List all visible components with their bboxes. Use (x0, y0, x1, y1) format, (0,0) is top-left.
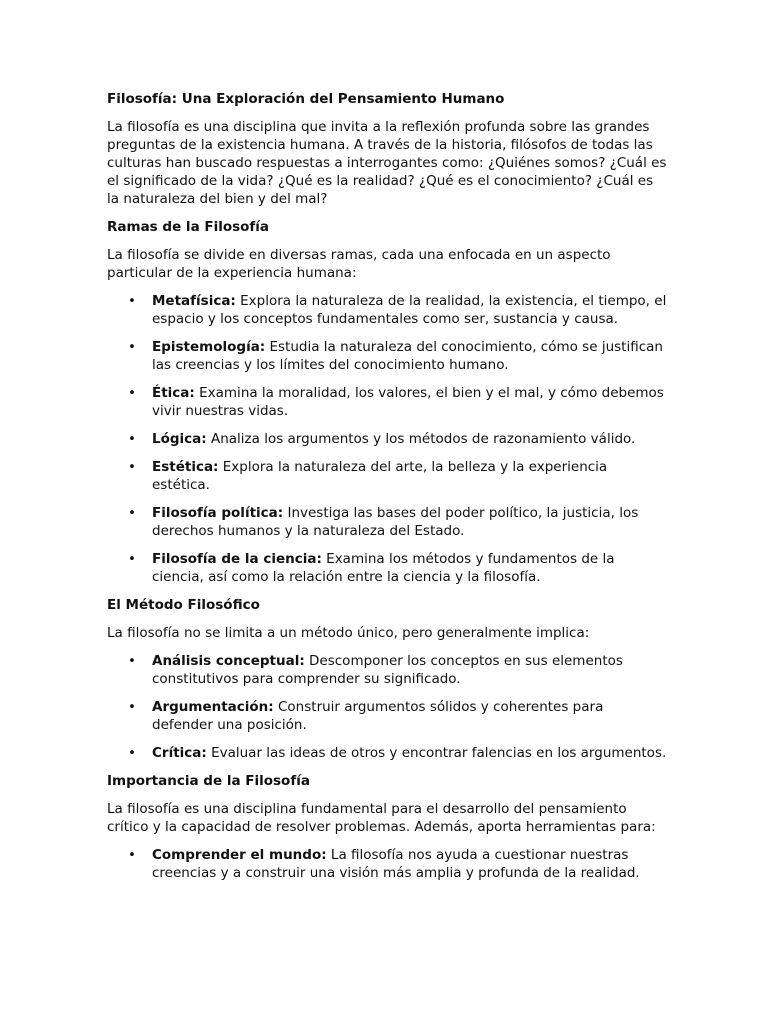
list-ramas (107, 292, 668, 586)
list-item (107, 744, 668, 762)
section-heading-ramas: Ramas de la Filosofía (107, 219, 270, 235)
list-importancia (107, 846, 668, 882)
item-term: Filosofía política: (152, 505, 284, 521)
section-heading-importancia: Importancia de la Filosofía (107, 773, 310, 789)
item-term: Estética: (152, 459, 219, 475)
item-desc: Construir argumentos sólidos y coherentes para defender una posición. (152, 699, 604, 733)
list-item (107, 652, 668, 688)
item-term: Comprender el mundo: (152, 847, 327, 863)
section-text-ramas: La filosofía se divide en diversas ramas, cada una enfocada en un aspecto particular de la experiencia humana: (107, 247, 611, 281)
list-item (107, 338, 668, 374)
section-heading-metodo: El Método Filosófico (107, 597, 260, 613)
item-term: Ética: (152, 385, 195, 401)
item-desc: Explora la naturaleza del arte, la belleza y la experiencia estética. (152, 459, 608, 493)
item-term: Filosofía de la ciencia: (152, 551, 322, 567)
item-term: Lógica: (152, 431, 207, 447)
item-desc: Examina los métodos y fundamentos de la ciencia, así como la relación entre la ciencia y la filosofía. (152, 551, 615, 585)
list-item (107, 458, 668, 494)
list-item (107, 698, 668, 734)
list-item (107, 430, 668, 448)
item-desc: Explora la naturaleza de la realidad, la existencia, el tiempo, el espacio y los conceptos fundamentales como ser, sustancia y causa. (152, 293, 667, 327)
item-term: Argumentación: (152, 699, 274, 715)
item-desc: Descomponer los conceptos en sus elementos constitutivos para comprender su significado. (152, 653, 623, 687)
item-term: Crítica: (152, 745, 207, 761)
list-metodo (107, 652, 668, 762)
item-desc: Estudia la naturaleza del conocimiento, cómo se justifican las creencias y los límites del conocimiento humano. (152, 339, 663, 373)
item-desc: Investiga las bases del poder político, la justicia, los derechos humanos y la naturaleza del Estado. (152, 505, 639, 539)
list-item (107, 504, 668, 540)
list-item (107, 384, 668, 420)
item-term: Análisis conceptual: (152, 653, 305, 669)
item-term: Metafísica: (152, 293, 236, 309)
item-desc: Examina la moralidad, los valores, el bien y el mal, y cómo debemos vivir nuestras vidas. (152, 385, 664, 419)
item-desc: Evaluar las ideas de otros y encontrar falencias en los argumentos. (206, 745, 667, 761)
section-text-importancia: La filosofía es una disciplina fundamental para el desarrollo del pensamiento crítico y la capacidad de resolver problemas. Además, aporta herramientas para: (107, 801, 656, 835)
list-item (107, 550, 668, 586)
document-title: Filosofía: Una Exploración del Pensamiento Humano (107, 91, 505, 107)
item-desc: La filosofía nos ayuda a cuestionar nuestras creencias y a construir una visión más amplia y profunda de la realidad. (152, 847, 640, 881)
section-text-metodo: La filosofía no se limita a un método único, pero generalmente implica: (107, 625, 590, 641)
item-desc: Analiza los argumentos y los métodos de razonamiento válido. (206, 431, 636, 447)
item-term: Epistemología: (152, 339, 266, 355)
list-item (107, 292, 668, 328)
intro-paragraph: La filosofía es una disciplina que invita a la reflexión profunda sobre las grandes preguntas de la existencia humana. A través de la historia, filósofos de todas las culturas han buscado respuestas a interrogantes como: ¿Quiénes somos? ¿Cuál es el significado de la vida? ¿Qué es la realidad? ¿Qué es el conocimiento? ¿Cuál es la naturaleza del bien y del mal? (107, 119, 667, 207)
list-item (107, 846, 668, 882)
